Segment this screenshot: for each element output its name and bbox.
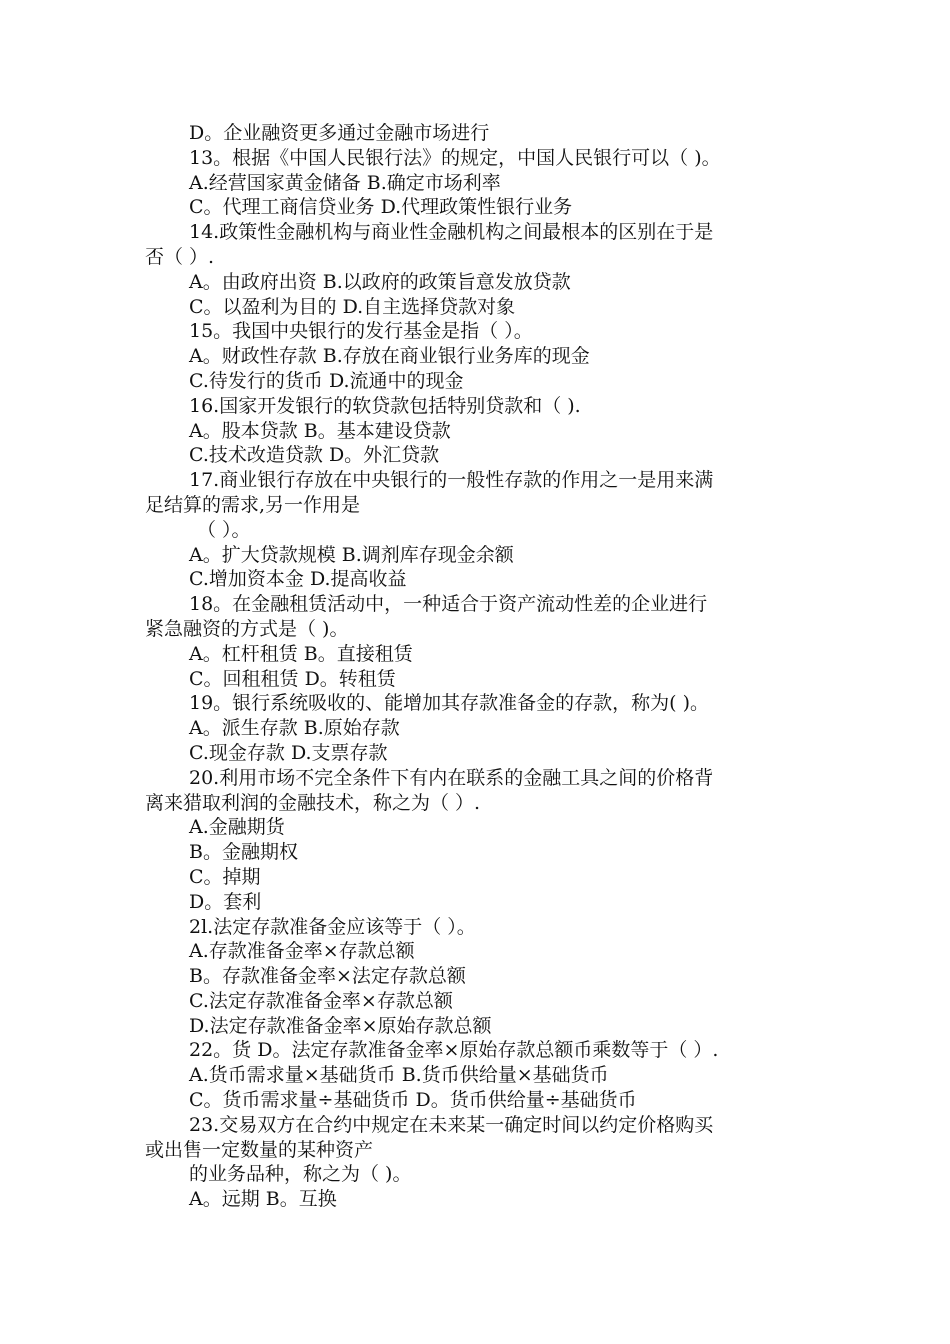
text-line: 18。在金融租赁活动中，一种适合于资产流动性差的企业进行 [189, 593, 708, 616]
text-line: 或出售一定数量的某种资产 [145, 1138, 374, 1161]
text-line: C。掉期 [189, 865, 261, 888]
text-line: C。货币需求量÷基础货币 D。货币供给量÷基础货币 [189, 1089, 637, 1112]
text-line: A。股本贷款 B。基本建设贷款 [189, 419, 451, 442]
text-line: 足结算的需求,另一作用是 [145, 493, 361, 516]
text-line: 2l.法定存款准备金应该等于（ ）。 [189, 915, 476, 938]
text-line: 离来猎取利润的金融技术，称之为（ ）. [145, 791, 481, 814]
text-line: A。由政府出资 B.以政府的政策旨意发放贷款 [189, 270, 571, 293]
text-line: D.法定存款准备金率×原始存款总额 [189, 1014, 492, 1037]
text-line: C.法定存款准备金率×存款总额 [189, 989, 453, 1012]
text-line: 23.交易双方在合约中规定在未来某一确定时间以约定价格购买 [189, 1113, 714, 1136]
text-line: 15。我国中央银行的发行基金是指（ ）。 [189, 320, 533, 343]
text-line: C。代理工商信贷业务 D.代理政策性银行业务 [189, 196, 573, 219]
text-line: D。企业融资更多通过金融市场进行 [189, 122, 490, 144]
question-text-block [145, 121, 810, 1212]
text-line: 14.政策性金融机构与商业性金融机构之间最根本的区别在于是 [189, 221, 714, 244]
text-line: C.增加资本金 D.提高收益 [189, 568, 407, 591]
text-line: 22。货 D。法定存款准备金率×原始存款总额币乘数等于（ ）. [189, 1039, 719, 1062]
text-line: C。以盈利为目的 D.自主选择贷款对象 [189, 295, 516, 318]
text-line: A.经营国家黄金储备 B.确定市场利率 [189, 171, 501, 194]
text-line: C.现金存款 D.支票存款 [189, 741, 388, 764]
text-line: A.货币需求量×基础货币 B.货币供给量×基础货币 [189, 1064, 609, 1087]
text-line: C.待发行的货币 D.流通中的现金 [189, 369, 464, 392]
text-line: 19。银行系统吸收的、能增加其存款准备金的存款，称为( )。 [189, 692, 710, 715]
text-line: 13。根据《中国人民银行法》的规定，中国人民银行可以（ )。 [189, 146, 721, 169]
text-line: 16.国家开发银行的软贷款包括特别贷款和（ ). [189, 394, 581, 417]
text-line: （ ）。 [197, 518, 251, 541]
text-line: 否（ ）. [145, 245, 215, 268]
text-line: A。远期 B。互换 [189, 1188, 337, 1211]
text-line: 17.商业银行存放在中央银行的一般性存款的作用之一是用来满 [189, 469, 714, 492]
text-line: C.技术改造贷款 D。外汇贷款 [189, 444, 440, 467]
text-line: C。回租租赁 D。转租赁 [189, 667, 396, 690]
text-line: B。金融期权 [189, 841, 298, 864]
text-line: A。财政性存款 B.存放在商业银行业务库的现金 [189, 345, 590, 368]
text-line: A.金融期货 [189, 816, 285, 839]
text-line: D。套利 [189, 890, 262, 913]
text-line: A。扩大贷款规模 B.调剂库存现金余额 [189, 543, 514, 566]
text-line: 紧急融资的方式是（ )。 [145, 617, 349, 640]
text-line: A。派生存款 B.原始存款 [189, 717, 400, 740]
text-line: B。存款准备金率×法定存款总额 [189, 965, 466, 988]
text-line: 的业务品种，称之为（ )。 [189, 1163, 412, 1186]
text-line: A.存款准备金率×存款总额 [189, 940, 415, 963]
text-line: 20.利用市场不完全条件下有内在联系的金融工具之间的价格背 [189, 766, 714, 789]
text-line: A。杠杆租赁 B。直接租赁 [189, 642, 413, 665]
